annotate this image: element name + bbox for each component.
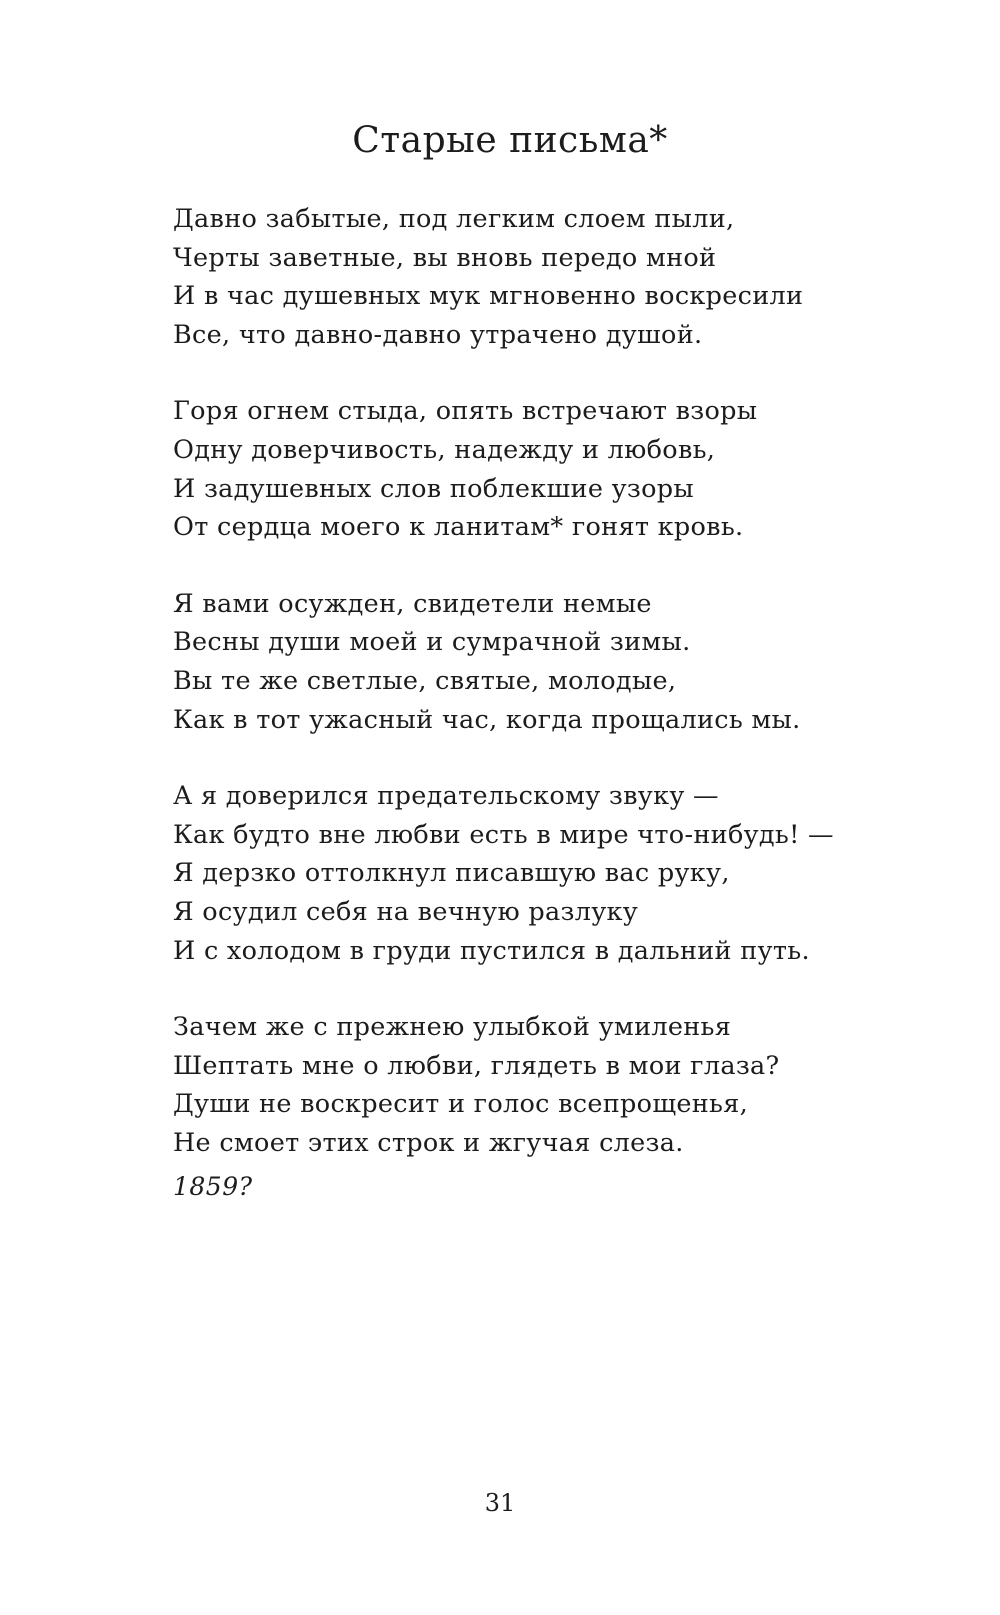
poem-date: 1859? <box>173 1172 253 1202</box>
poem-line: Весны души моей и сумрачной зимы. <box>173 627 691 658</box>
stanza-3 <box>173 585 933 739</box>
poem-line: Я осудил себя на вечную разлуку <box>173 896 639 927</box>
poem-line: И с холодом в груди пустился в дальний путь. <box>173 935 810 966</box>
poem-line: Вы те же светлые, святые, молодые, <box>173 665 677 696</box>
poem-line: Зачем же с прежнею улыбкой умиленья <box>173 1012 732 1043</box>
poem-line: Как будто вне любви есть в мире что-нибудь! — <box>173 819 834 850</box>
poem-line: Шептать мне о любви, глядеть в мои глаза? <box>173 1050 780 1081</box>
poem-line: Я вами осужден, свидетели немые <box>173 588 652 619</box>
poem-line: Черты заветные, вы вновь передо мной <box>173 242 717 273</box>
stanza-5 <box>173 1008 933 1162</box>
poem-line: Я дерзко оттолкнул писавшую вас руку, <box>173 858 730 889</box>
poem-line: Горя огнем стыда, опять встречают взоры <box>173 396 758 427</box>
poem-line: Как в тот ужасный час, когда прощались мы. <box>173 704 801 735</box>
poem-line: Все, что давно-давно утрачено душой. <box>173 319 703 350</box>
poem-line: Души не воскресит и голос всепрощенья, <box>173 1089 748 1120</box>
poem-line: Давно забытые, под легким слоем пыли, <box>173 204 735 234</box>
stanza-2 <box>173 392 933 546</box>
poem-line: Одну доверчивость, надежду и любовь, <box>173 434 716 465</box>
poem-line: И в час душевных мук мгновенно воскресили <box>173 281 804 312</box>
poem-line: От сердца моего к ланитам* гонят кровь. <box>173 512 744 543</box>
poem-body <box>173 200 933 1204</box>
stanza-4 <box>173 777 933 970</box>
poem-title: Старые письма* <box>352 120 668 161</box>
poem-line: И задушевных слов поблекшие узоры <box>173 473 694 504</box>
poem-line: Не смоет этих строк и жгучая слеза. <box>173 1127 684 1158</box>
page-number: 31 <box>484 1489 516 1517</box>
poem-line: А я доверился предательскому звуку — <box>173 781 719 812</box>
stanza-1 <box>173 200 933 354</box>
